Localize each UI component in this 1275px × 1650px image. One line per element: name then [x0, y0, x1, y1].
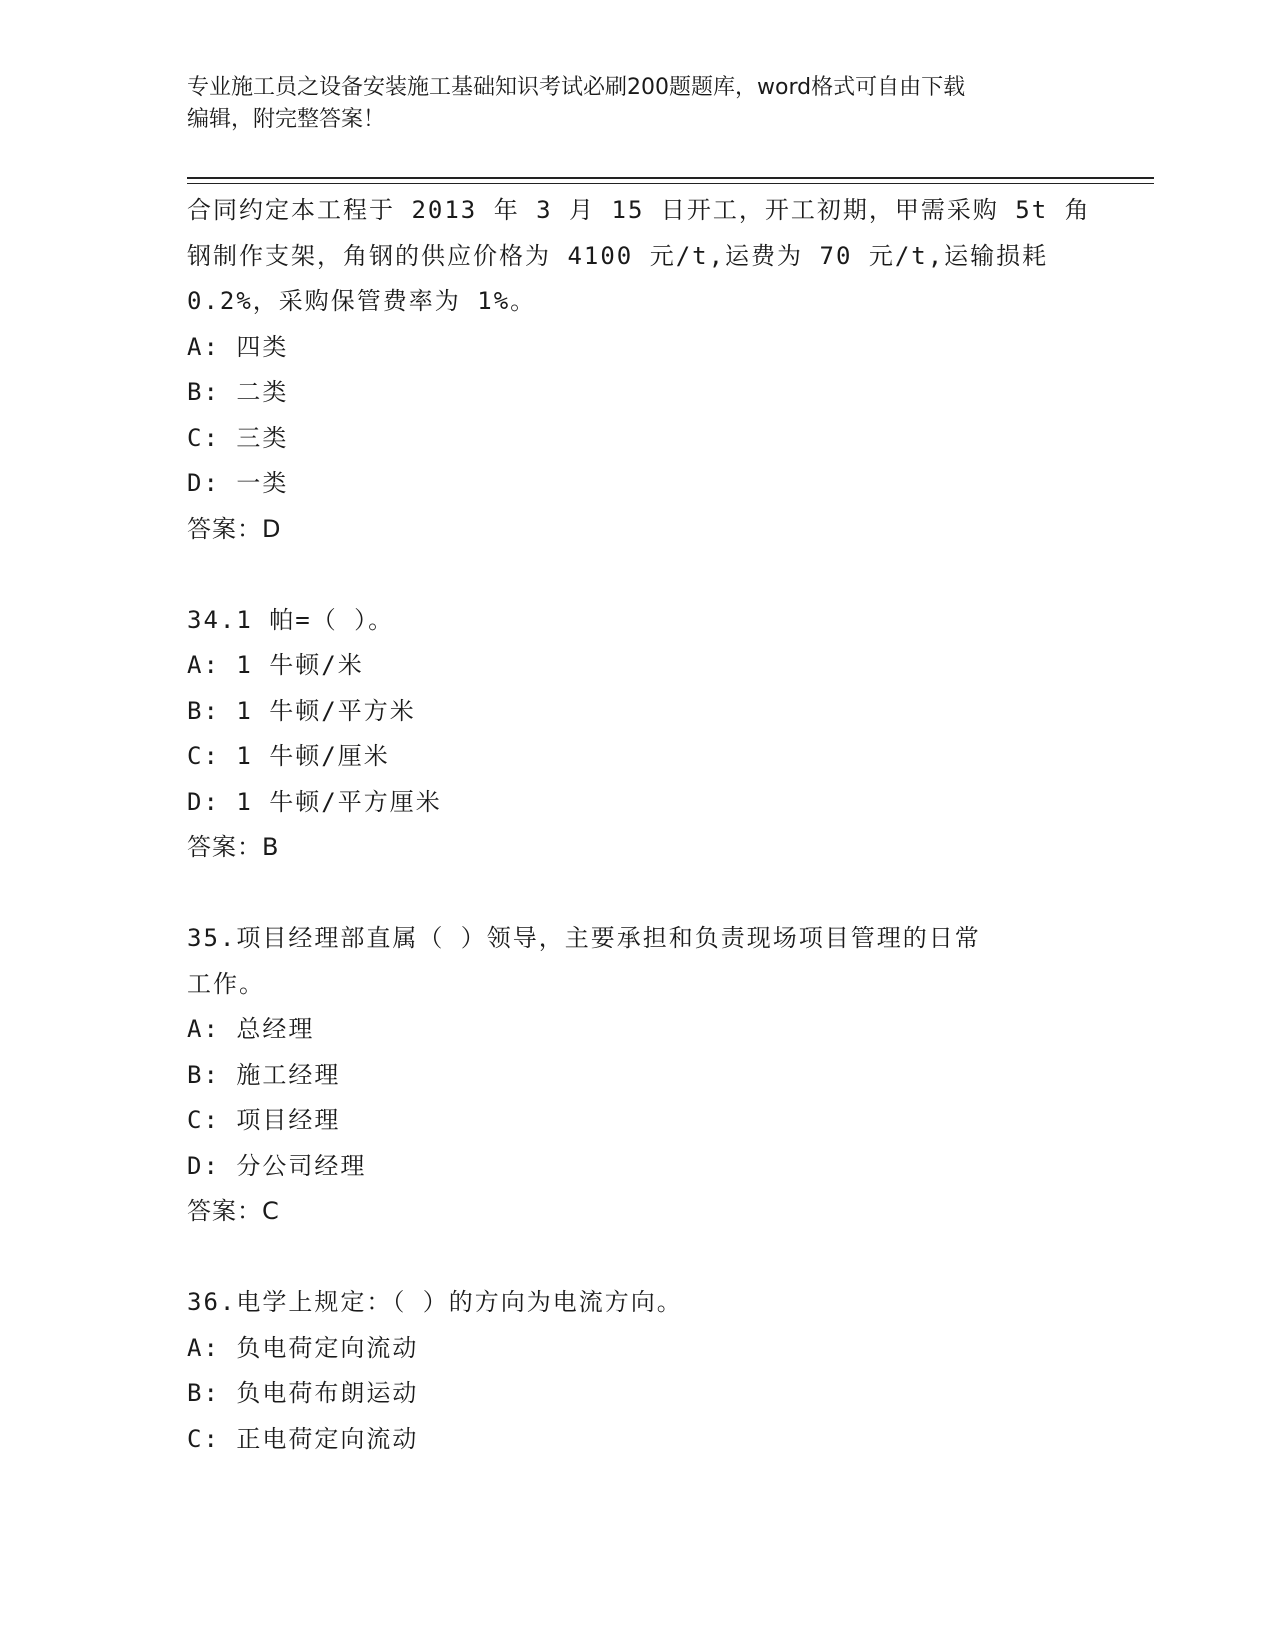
option-a: A: 负电荷定向流动: [187, 1333, 419, 1362]
option-d: D: 分公司经理: [187, 1151, 367, 1180]
question-stem: 合同约定本工程于 2013 年 3 月 15 日开工，开工初期，甲需采购 5t 角: [187, 196, 1091, 224]
spacer: [187, 552, 1067, 598]
question-stem: 钢制作支架，角钢的供应价格为 4100 元/t,运费为 70 元/t,运输损耗: [187, 241, 1049, 270]
option-b: B: 负电荷布朗运动: [187, 1379, 419, 1407]
option-a: A: 四类: [187, 332, 289, 361]
option-c: C: 项目经理: [187, 1106, 341, 1134]
header-divider-thick: [187, 177, 1154, 179]
answer-line: 答案：C: [187, 1197, 280, 1225]
option-d: D: 1 牛顿/平方厘米: [187, 787, 442, 816]
option-b: B: 二类: [187, 378, 289, 406]
question-stem: 36.电学上规定：（ ）的方向为电流方向。: [187, 1288, 683, 1316]
option-c: C: 1 牛顿/厘米: [187, 742, 390, 770]
question-stem: 0.2%，采购保管费率为 1%。: [187, 287, 537, 315]
answer-line: 答案：D: [187, 514, 282, 543]
header-title-line-1: 专业施工员之设备安装施工基础知识考试必刷200题题库，word格式可自由下载: [187, 75, 966, 100]
option-a: A: 1 牛顿/米: [187, 651, 364, 679]
option-c: C: 正电荷定向流动: [187, 1424, 419, 1453]
header-divider-thin: [187, 183, 1154, 184]
spacer: [187, 1235, 1067, 1281]
spacer: [187, 871, 1067, 917]
header-title-line-2: 编辑，附完整答案！: [187, 107, 386, 132]
question-block-34: [187, 598, 1067, 871]
option-d: D: 一类: [187, 469, 289, 497]
option-b: B: 施工经理: [187, 1060, 341, 1089]
question-block-35: [187, 916, 1067, 1235]
question-stem: 工作。: [187, 969, 265, 998]
question-stem: 34.1 帕=（ ）。: [187, 605, 395, 634]
question-block-33: [187, 188, 1091, 552]
option-a: A: 总经理: [187, 1015, 315, 1043]
answer-line: 答案：B: [187, 833, 280, 861]
question-block-36: [187, 1280, 1067, 1462]
question-stem: 35.项目经理部直属（ ）领导，主要承担和负责现场项目管理的日常: [187, 924, 981, 952]
option-b: B: 1 牛顿/平方米: [187, 696, 416, 725]
question-list: [187, 188, 1091, 1462]
document-header: [187, 72, 1087, 136]
option-c: C: 三类: [187, 423, 289, 452]
